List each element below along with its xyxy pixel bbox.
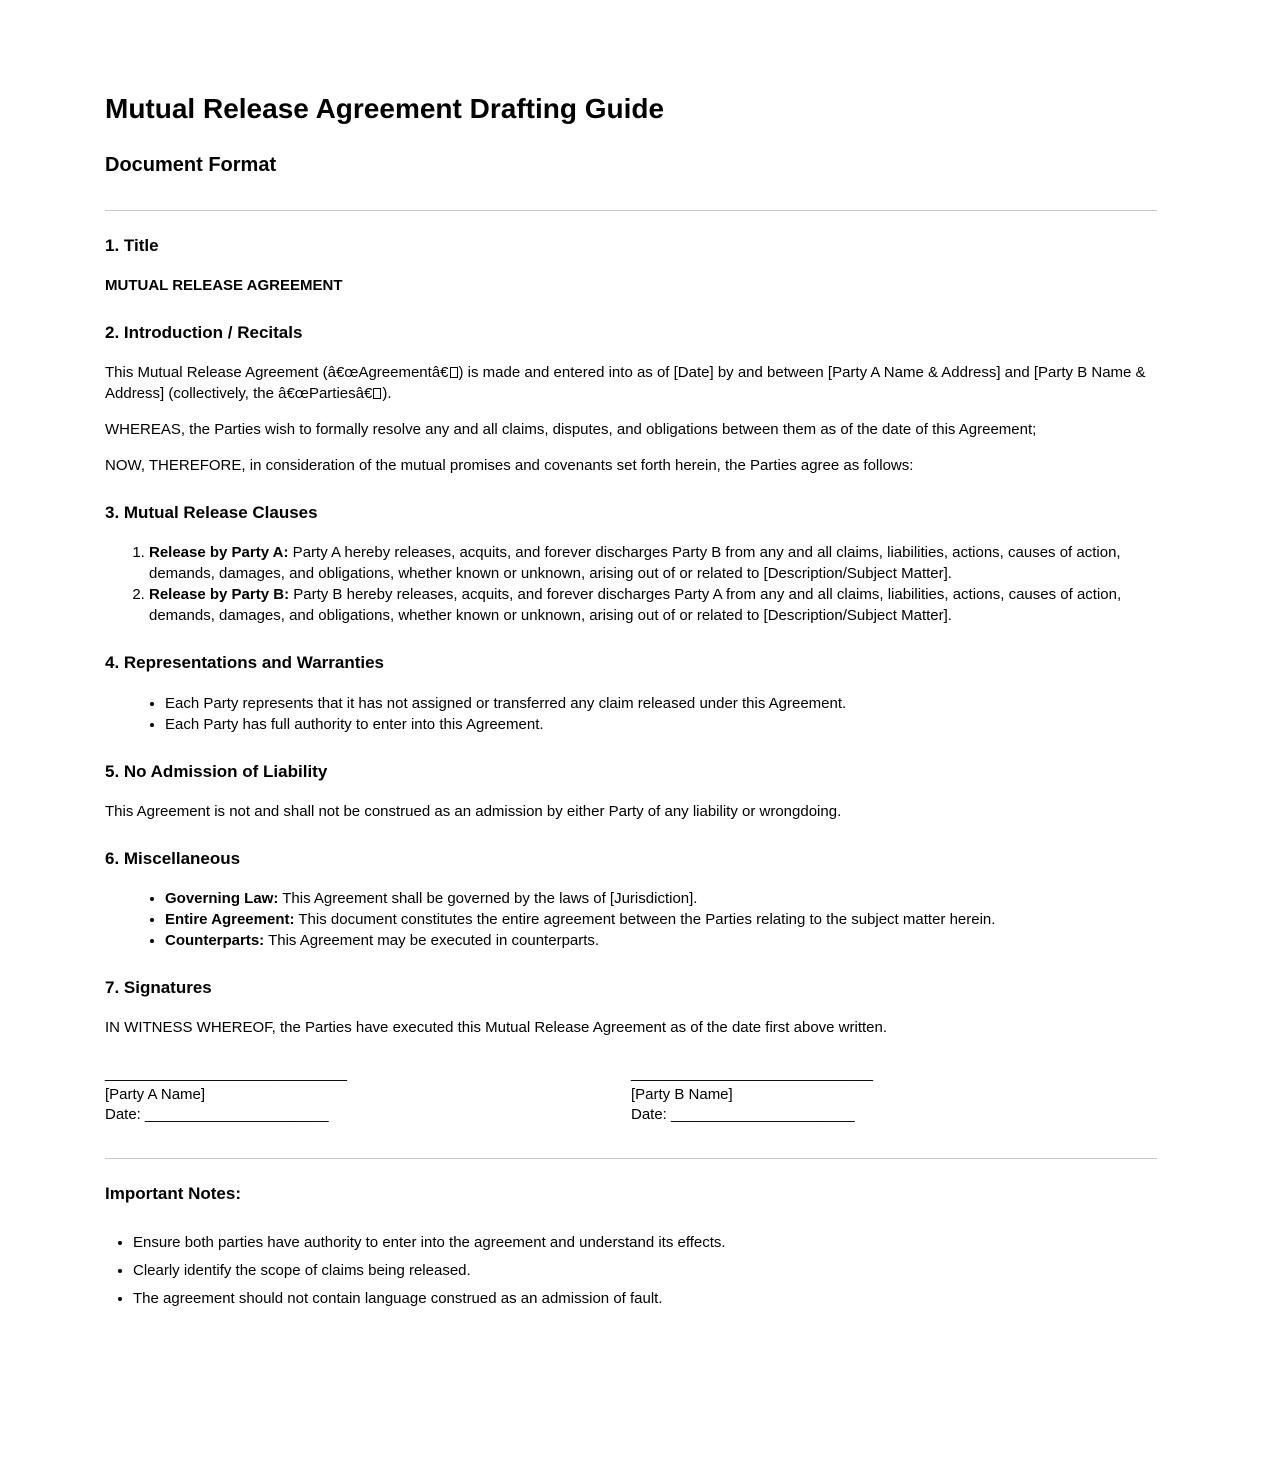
note-item: • The agreement should not contain language construed as an admission of fault. [133,1288,1157,1309]
section-signatures-heading: 7. Signatures [105,978,212,998]
party-a-signature-block [105,1064,631,1125]
representation-item: • Each Party represents that it has not assigned or transferred any claim released under this Agreement. [165,693,1157,714]
whereas-paragraph: WHEREAS, the Parties wish to formally resolve any and all claims, disputes, and obligations between them as of the date of this Agreement; [105,421,1037,439]
release-clause-item-a: 1. Release by Party A: Party A hereby releases, acquits, and forever discharges Party B from any and all claims, liabilities, actions, causes of action, demands, damages, and obligations, whether known or unknown, arising out of or related to [Description/Subject Matter]. [149,542,1157,584]
bottom-divider [105,1158,1157,1159]
miscellaneous-item-entire-agreement: • Entire Agreement: This document constitutes the entire agreement between the Parties relating to the subject matter herein. [165,909,1157,930]
representations-list [105,693,1157,735]
release-clause-item-b: 2. Release by Party B: Party B hereby releases, acquits, and forever discharges Party A from any and all claims, liabilities, actions, causes of action, demands, damages, and obligations, whether known or unknown, arising out of or related to [Description/Subject Matter]. [149,584,1157,626]
miscellaneous-item-governing-law: • Governing Law: This Agreement shall be governed by the laws of [Jurisdiction]. [165,888,1157,909]
signature-row [105,1064,1157,1125]
miscellaneous-item-counterparts: • Counterparts: This Agreement may be executed in counterparts. [165,930,1157,951]
party-b-signature-line: _____________________________ [631,1065,873,1083]
section-representations-heading: 4. Representations and Warranties [105,653,385,673]
top-divider [105,210,1157,211]
party-a-name-placeholder: [Party A Name] [105,1085,206,1103]
party-b-date-line: Date: ______________________ [631,1105,855,1123]
section-miscellaneous-heading: 6. Miscellaneous [105,848,241,868]
agreement-title-text: MUTUAL RELEASE AGREEMENT [105,276,343,294]
miscellaneous-list [105,888,1157,951]
important-notes-heading: Important Notes: [105,1184,241,1204]
important-notes-list [105,1232,1157,1309]
section-no-admission-heading: 5. No Admission of Liability [105,761,328,781]
document-subtitle: Document Format [105,153,277,176]
note-item: • Clearly identify the scope of claims being released. [133,1260,1157,1281]
party-a-date-line: Date: ______________________ [105,1105,329,1123]
section-title-heading: 1. Title [105,235,159,255]
release-clauses-list [105,542,1157,626]
section-mutual-release-heading: 3. Mutual Release Clauses [105,503,318,523]
missing-glyph-box [373,388,381,399]
party-b-signature-block [631,1064,1157,1125]
missing-glyph-box [450,367,458,378]
no-admission-paragraph: This Agreement is not and shall not be construed as an admission by either Party of any liability or wrongdoing. [105,802,842,820]
intro-paragraph: This Mutual Release Agreement (â€œAgreementâ€ ) is made and entered into as of [Date] by and between [Party A Name & Address] and [Party B Name & Address] (collectively, the â€œPartiesâ€ ). [105,364,1146,403]
representation-item: • Each Party has full authority to enter into this Agreement. [165,714,1157,735]
party-b-name-placeholder: [Party B Name] [631,1085,733,1103]
note-item: • Ensure both parties have authority to enter into the agreement and understand its effects. [133,1232,1157,1253]
section-introduction-heading: 2. Introduction / Recitals [105,322,303,342]
party-a-signature-line: _____________________________ [105,1065,347,1083]
now-therefore-paragraph: NOW, THEREFORE, in consideration of the mutual promises and covenants set forth herein, the Parties agree as follows: [105,457,914,475]
document-title: Mutual Release Agreement Drafting Guide [105,93,665,124]
witness-paragraph: IN WITNESS WHEREOF, the Parties have executed this Mutual Release Agreement as of the date first above written. [105,1019,888,1037]
